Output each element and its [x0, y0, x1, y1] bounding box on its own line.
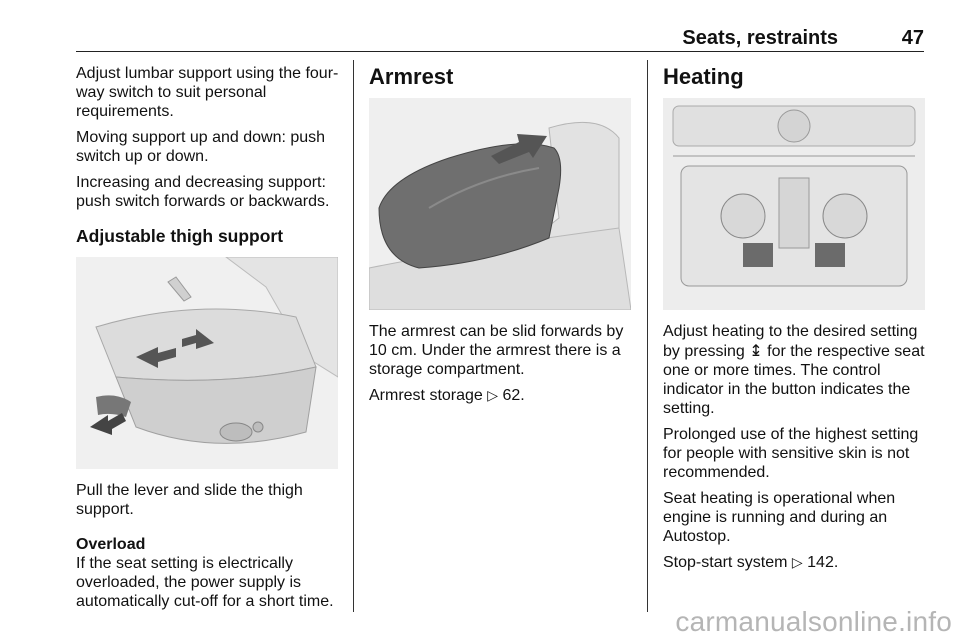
header-rule: [76, 51, 924, 52]
armrest-illustration: [369, 98, 631, 310]
section-title: Seats, restraints: [682, 27, 838, 49]
heading-armrest: Armrest: [369, 64, 454, 89]
paragraph-lumbar: Adjust lumbar support using the four-way switch to suit personal requirements.: [76, 65, 339, 120]
paragraph-armrest: The armrest can be slid forwards by 10 cm. Under the armrest there is a storage compartment.: [369, 323, 624, 378]
heading-overload: Overload: [76, 536, 146, 553]
paragraph-increase: Increasing and decreasing support: push switch forwards or backwards.: [76, 174, 330, 210]
column-divider-2: [647, 60, 648, 612]
page-reference-arrow-icon: ▷: [791, 555, 803, 571]
paragraph-stop-start: Stop-start system ▷ 142.: [663, 554, 839, 571]
paragraph-up-down: Moving support up and down: push switch up or down.: [76, 129, 326, 165]
heading-heating: Heating: [663, 64, 744, 89]
paragraph-pull-lever: Pull the lever and slide the thigh support.: [76, 482, 303, 518]
paragraph-prolonged-use: Prolonged use of the highest setting for people with sensitive skin is not recommended.: [663, 426, 919, 481]
page-header: [76, 18, 924, 48]
page-number: 47: [901, 27, 924, 49]
paragraph-armrest-storage: Armrest storage ▷ 62.: [369, 387, 525, 404]
column-left: [76, 64, 342, 618]
page-reference-arrow-icon: ▷: [487, 388, 499, 404]
paragraph-adjust-heating: Adjust heating to the desired setting by pressing ↨ for the respective seat one or more times. The control indicator in the button indicates the setting.: [663, 323, 925, 417]
watermark: carmanualsonline.info: [675, 606, 952, 637]
thigh-support-illustration: [76, 257, 338, 469]
heading-thigh-support: Adjustable thigh support: [76, 226, 284, 246]
column-right: [663, 64, 927, 580]
column-divider-1: [353, 60, 354, 612]
climate-control-panel-illustration: [663, 98, 925, 310]
paragraph-operational: Seat heating is operational when engine is running and during an Autostop.: [663, 490, 896, 545]
paragraph-overload: If the seat setting is electrically overloaded, the power supply is automatically cut-off for a short time.: [76, 555, 334, 610]
seat-heating-icon: ↨: [749, 341, 763, 360]
column-middle: [369, 64, 633, 413]
